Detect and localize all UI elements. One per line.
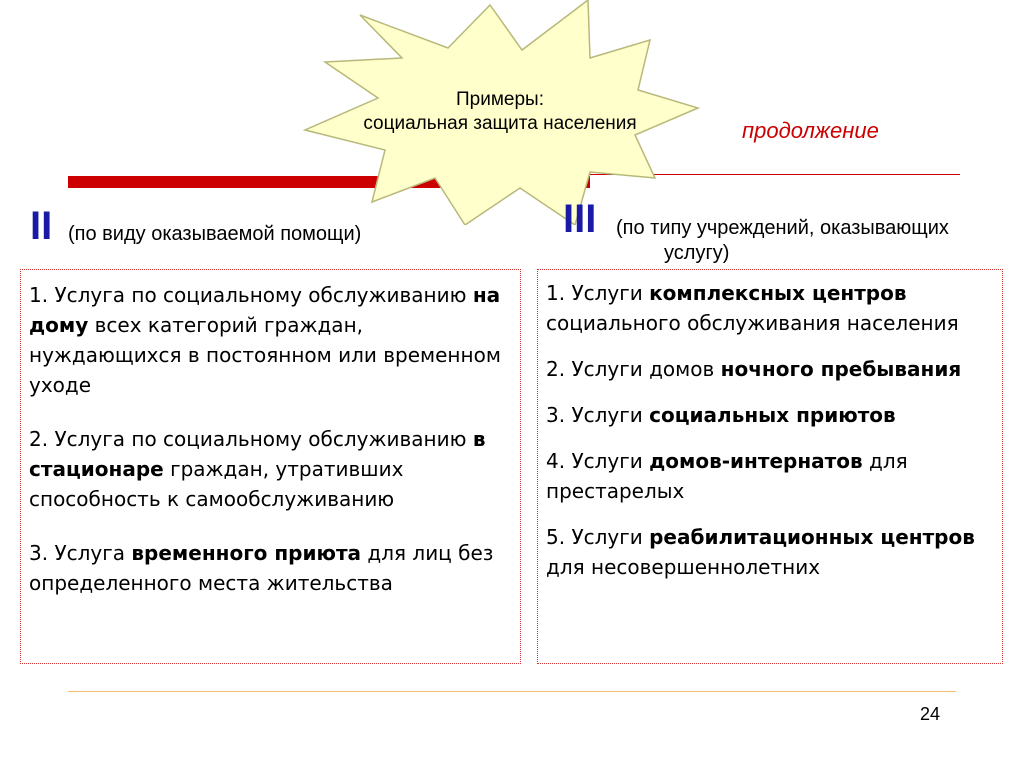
item-text: всех категорий граждан, нуждающихся в постоянном или временном уходе bbox=[29, 313, 501, 397]
section-3-numeral: III bbox=[563, 197, 597, 241]
burst-line-1: Примеры: bbox=[456, 89, 544, 110]
list-item bbox=[546, 354, 994, 384]
item-text: для престарелых bbox=[546, 449, 908, 503]
item-highlight: реабилитационных центров bbox=[649, 525, 975, 549]
list-item bbox=[546, 446, 994, 506]
item-text: 1. Услуга по социальному обслуживанию bbox=[29, 283, 473, 307]
list-item bbox=[29, 538, 512, 598]
item-text: 3. Услуги bbox=[546, 403, 650, 427]
list-item bbox=[29, 424, 512, 514]
item-text: 4. Услуги bbox=[546, 449, 650, 473]
section-3-list-box bbox=[537, 269, 1003, 664]
section-3-subtitle-line-1: (по типу учреждений, оказывающих bbox=[616, 217, 949, 239]
item-text: 2. Услуги домов bbox=[546, 357, 721, 381]
page-number: 24 bbox=[920, 704, 941, 724]
list-item bbox=[546, 278, 994, 338]
item-text: граждан, утративших способность к самообслуживанию bbox=[29, 457, 404, 511]
burst-title bbox=[322, 88, 678, 136]
item-text: 3. Услуга bbox=[29, 541, 132, 565]
section-2-subtitle: (по виду оказываемой помощи) bbox=[68, 223, 362, 245]
burst-line-2: социальная защита населения bbox=[363, 113, 637, 134]
item-text: социального обслуживания населения bbox=[546, 311, 959, 335]
item-highlight: социальных приютов bbox=[649, 403, 896, 427]
item-highlight: ночного пребывания bbox=[720, 357, 962, 381]
item-highlight: на дому bbox=[29, 283, 501, 337]
item-text: 2. Услуга по социальному обслуживанию bbox=[29, 427, 473, 451]
list-item bbox=[29, 280, 512, 400]
item-highlight: домов-интернатов bbox=[649, 449, 863, 473]
section-3-subtitle-line-2: услугу) bbox=[664, 242, 730, 264]
item-highlight: временного приюта bbox=[131, 541, 362, 565]
item-text: 1. Услуги bbox=[546, 281, 650, 305]
list-item bbox=[546, 522, 994, 582]
section-2-numeral: II bbox=[30, 204, 53, 248]
footer-divider-line bbox=[68, 691, 956, 692]
item-highlight: комплексных центров bbox=[649, 281, 907, 305]
item-text: для несовершеннолетних bbox=[546, 555, 821, 579]
list-item bbox=[546, 400, 994, 430]
continuation-label: продолжение bbox=[742, 118, 879, 143]
item-highlight: в стационаре bbox=[29, 427, 486, 481]
item-text: для лиц без определенного места жительства bbox=[29, 541, 494, 595]
item-text: 5. Услуги bbox=[546, 525, 650, 549]
section-2-list-box bbox=[20, 269, 521, 664]
